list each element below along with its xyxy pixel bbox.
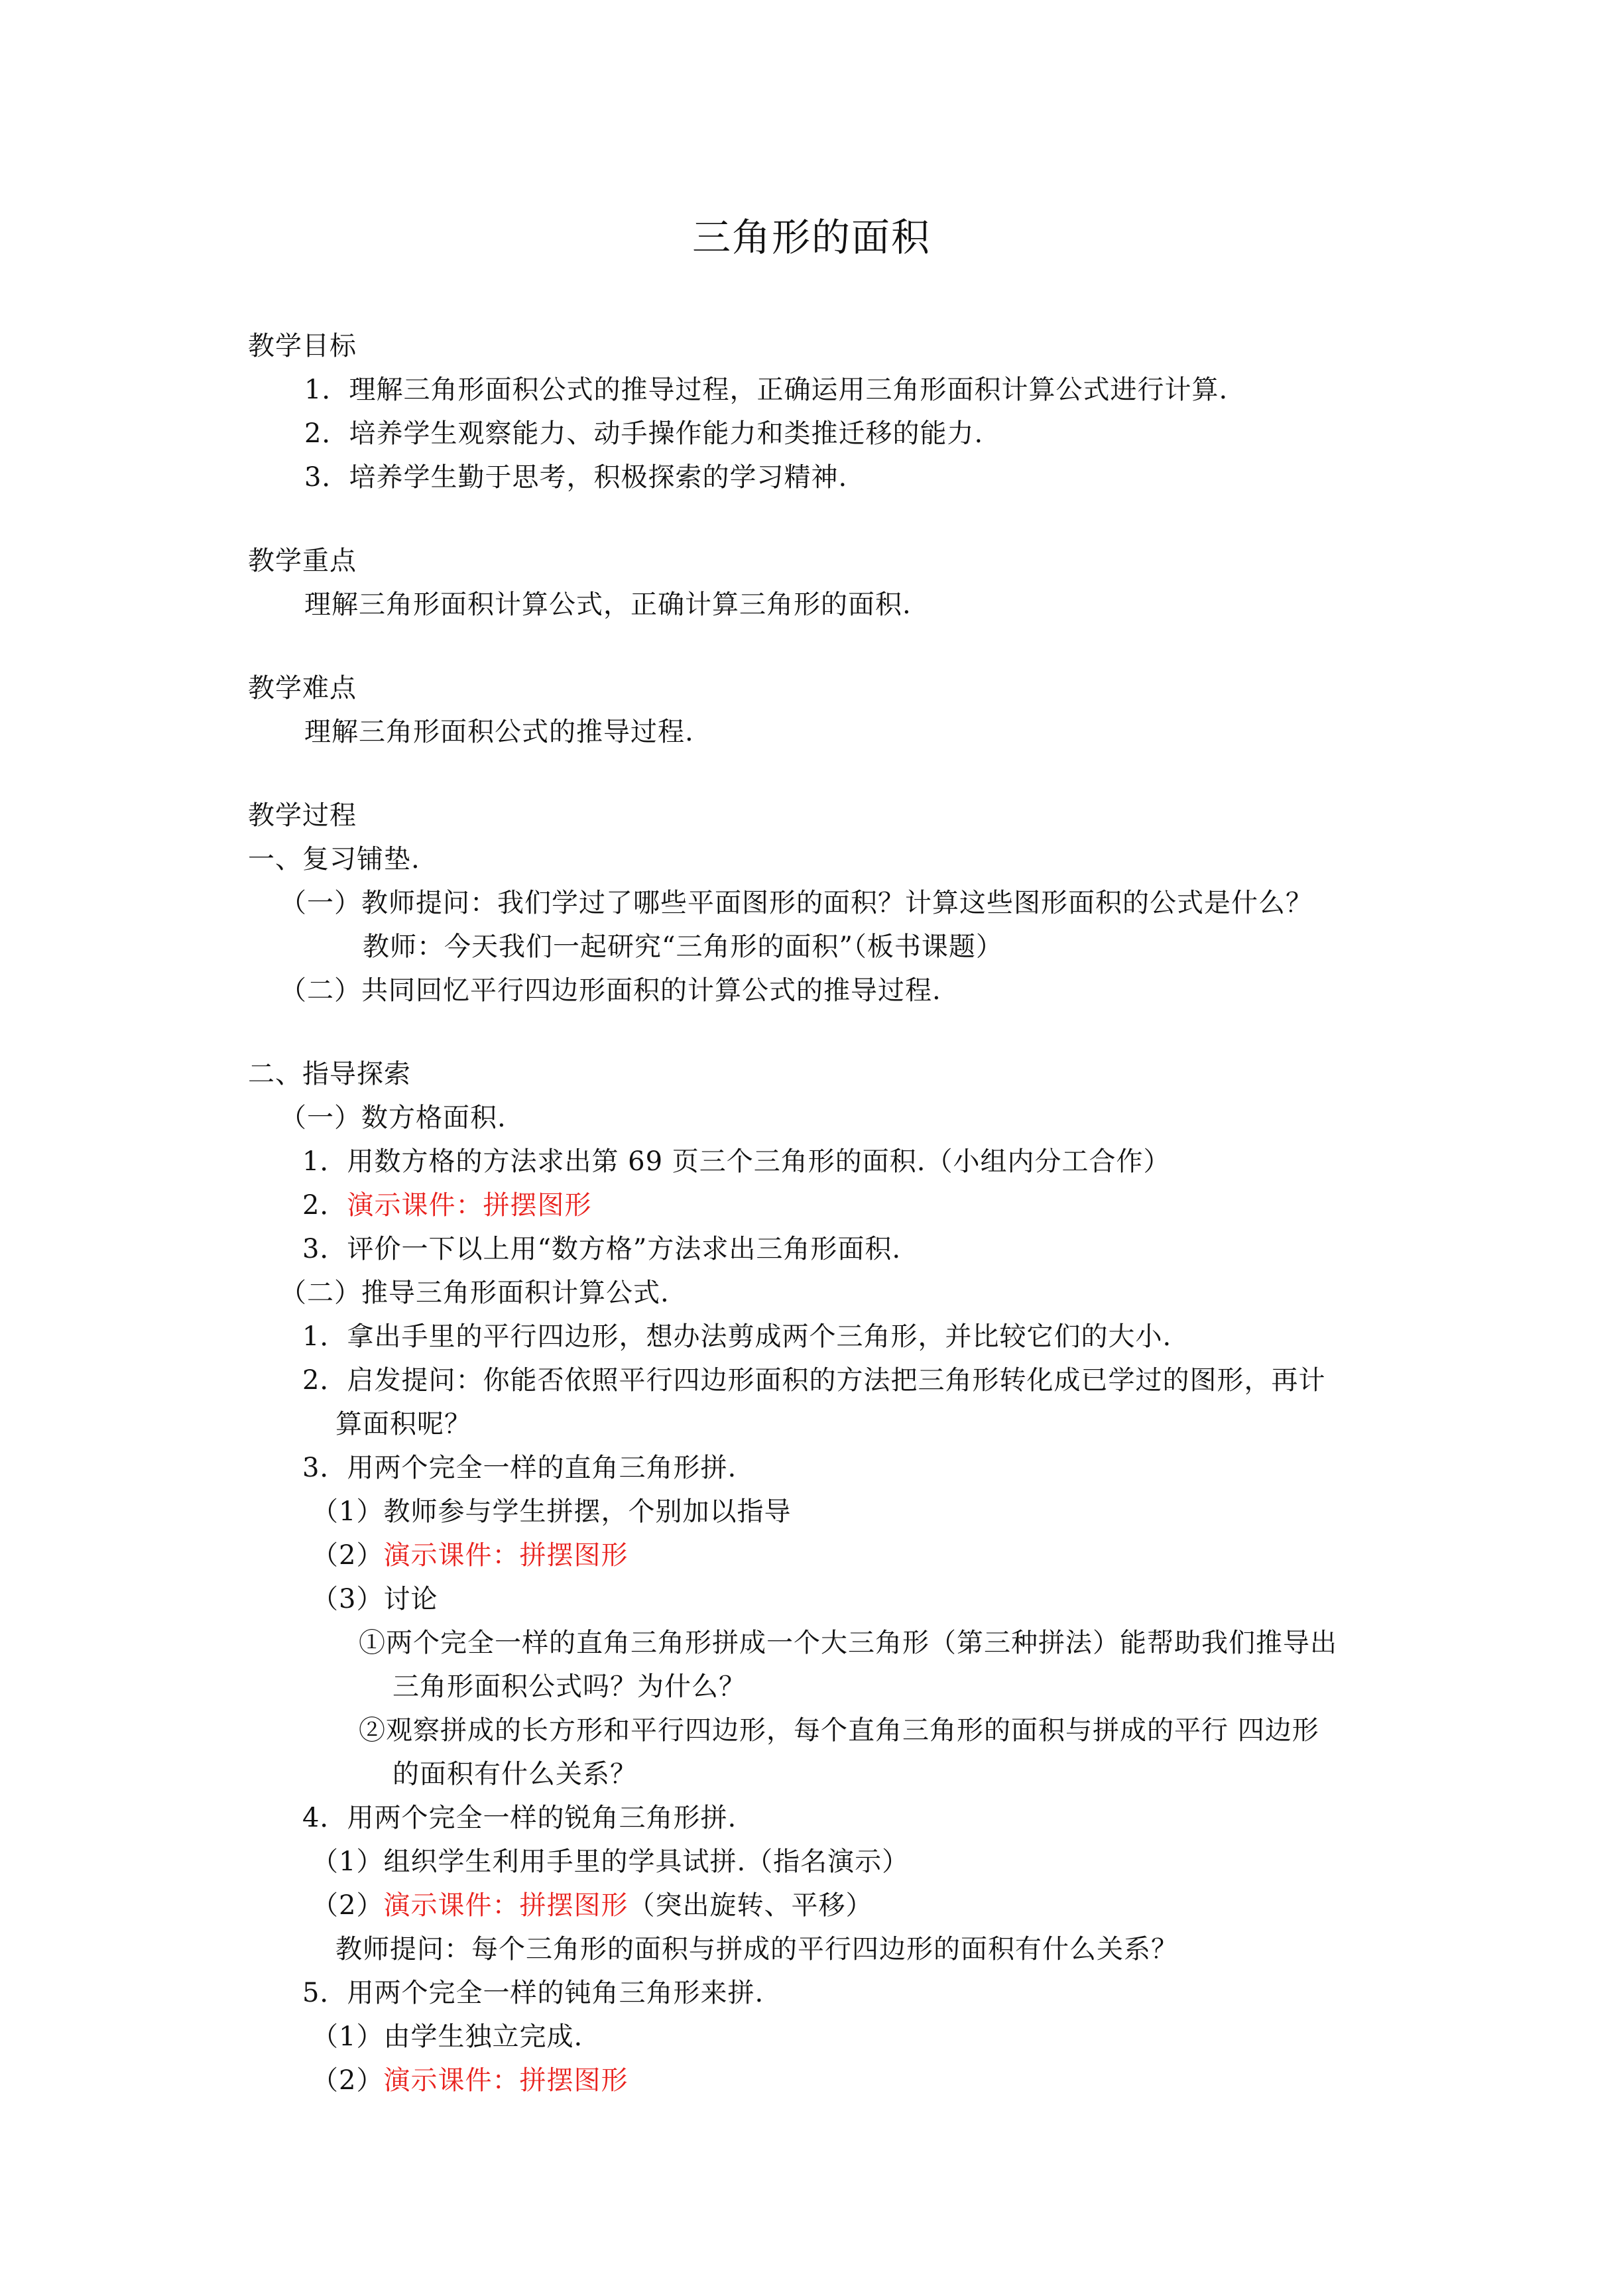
part1-q2: （二）共同回忆平行四边形面积的计算公式的推导过程. xyxy=(280,975,941,1006)
part2-s2-item3-c1-line2: 三角形面积公式吗？为什么？ xyxy=(392,1671,746,1702)
part2-s2-item3-c1-line1: ①两个完全一样的直角三角形拼成一个大三角形（第三种拼法）能帮助我们推导出 xyxy=(359,1628,1337,1658)
difficulties-heading: 教学难点 xyxy=(248,673,357,703)
part2-s2-item3: 3．用两个完全一样的直角三角形拼. xyxy=(302,1453,737,1483)
part2-s2-item3-a: （1）教师参与学生拼摆，个别加以指导 xyxy=(312,1496,792,1527)
part2-s1-item3: 3．评价一下以上用“数方格”方法求出三角形面积. xyxy=(302,1234,902,1264)
item-number: （2） xyxy=(312,1890,384,1921)
part2-s2-item5: 5．用两个完全一样的钝角三角形来拼. xyxy=(302,1978,764,2008)
item-number: （2） xyxy=(312,2065,384,2096)
part1-q1: （一）教师提问：我们学过了哪些平面图形的面积？计算这些图形面积的公式是什么？ xyxy=(280,888,1313,918)
part2-s2-heading: （二）推导三角形面积计算公式. xyxy=(280,1278,670,1308)
part2-s2-item3-c: （3）讨论 xyxy=(312,1584,438,1614)
objective-item-1: 1．理解三角形面积公式的推导过程，正确运用三角形面积计算公式进行计算. xyxy=(304,375,1229,405)
courseware-demo-link: 演示课件：拼摆图形 xyxy=(383,2065,629,2096)
objectives-heading: 教学目标 xyxy=(248,331,357,361)
key-points-heading: 教学重点 xyxy=(248,546,357,576)
part2-s2-item4-teacher: 教师提问：每个三角形的面积与拼成的平行四边形的面积有什么关系？ xyxy=(335,1934,1178,1964)
item-number: （2） xyxy=(312,1540,384,1571)
part2-s2-item4: 4．用两个完全一样的锐角三角形拼. xyxy=(302,1803,737,1833)
part2-heading: 二、指导探索 xyxy=(248,1059,411,1089)
part2-s1-item1: 1．用数方格的方法求出第 69 页三个三角形的面积.（小组内分工合作） xyxy=(302,1146,1171,1177)
part2-s2-item3-c2-line1: ②观察拼成的长方形和平行四边形，每个直角三角形的面积与拼成的平行 四边形 xyxy=(359,1715,1319,1746)
difficulties-text: 理解三角形面积公式的推导过程. xyxy=(304,717,694,747)
key-points-text: 理解三角形面积计算公式，正确计算三角形的面积. xyxy=(304,589,912,620)
process-heading: 教学过程 xyxy=(248,800,357,831)
objective-item-3: 3．培养学生勤于思考，积极探索的学习精神. xyxy=(304,462,848,493)
part2-s2-item4-b xyxy=(312,1887,872,1924)
part1-q1-teacher: 教师：今天我们一起研究“三角形的面积”（板书课题） xyxy=(363,932,1003,962)
part2-s2-item2-line2: 算面积呢？ xyxy=(335,1409,471,1439)
part2-s2-item5-b xyxy=(312,2062,628,2099)
part2-s2-item1: 1．拿出手里的平行四边形，想办法剪成两个三角形，并比较它们的大小. xyxy=(302,1321,1172,1352)
part1-heading: 一、复习铺垫. xyxy=(248,844,420,875)
part2-s2-item5-a: （1）由学生独立完成. xyxy=(312,2022,583,2052)
objective-item-2: 2．培养学生观察能力、动手操作能力和类推迁移的能力. xyxy=(304,418,984,449)
page-title: 三角形的面积 xyxy=(691,215,931,260)
courseware-demo-link: 演示课件：拼摆图形 xyxy=(383,1890,629,1921)
part2-s2-item4-a: （1）组织学生利用手里的学具试拼.（指名演示） xyxy=(312,1846,910,1877)
courseware-demo-link: 演示课件：拼摆图形 xyxy=(383,1540,629,1571)
part2-s2-item3-b xyxy=(312,1537,628,1574)
part2-s2-item3-c2-line2: 的面积有什么关系？ xyxy=(392,1759,637,1789)
courseware-demo-link: 演示课件：拼摆图形 xyxy=(347,1190,592,1221)
item-note: （突出旋转、平移） xyxy=(628,1890,873,1921)
part2-s1-heading: （一）数方格面积. xyxy=(280,1103,507,1133)
part2-s1-item2 xyxy=(302,1187,591,1224)
item-number: 2． xyxy=(302,1190,347,1221)
part2-s2-item2-line1: 2．启发提问：你能否依照平行四边形面积的方法把三角形转化成已学过的图形，再计 xyxy=(302,1365,1326,1396)
